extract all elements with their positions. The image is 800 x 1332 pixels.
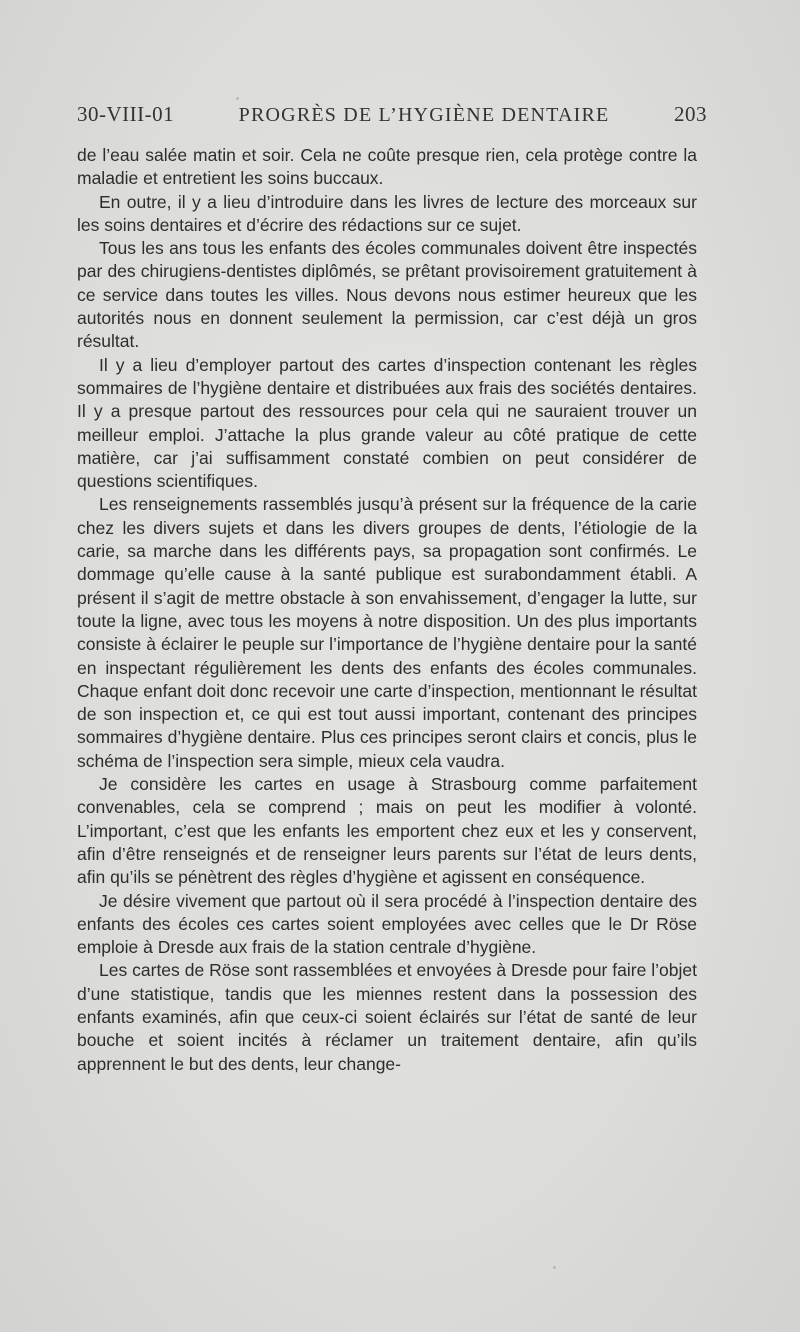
header-title: PROGRÈS DE L’HYGIÈNE DENTAIRE	[238, 104, 610, 126]
paragraph-8: Les cartes de Röse sont rassemblées et envoyées à Dresde pour faire l’objet d’une statistique, tandis que les miennes restent dans la possession des enfants examinés, afin que ceux-ci soient éclairés sur l’état de santé de leur bouche et soient incités à réclamer un traitement dentaire, afin qu’ils apprennent le but des dents, leur change-	[77, 960, 697, 1074]
paper-speck	[236, 97, 239, 100]
paragraph-2: En outre, il y a lieu d’introduire dans les livres de lecture des morceaux sur les soins dentaires et d’écrire des rédactions sur ce sujet.	[77, 191, 697, 235]
page-number: 203	[673, 102, 707, 126]
paragraph-1: de l’eau salée matin et soir. Cela ne coûte presque rien, cela protège contre la maladie et entretient les soins buccaux.	[77, 145, 697, 189]
paper-speck	[553, 1266, 556, 1269]
running-header	[77, 102, 707, 132]
header-date: 30-VIII-01	[77, 102, 175, 126]
paragraph-6: Je considère les cartes en usage à Strasbourg comme parfaitement convenables, cela se comprend ; mais on peut les modifier à volonté. L’important, c’est que les enfants les emportent chez eux et les y conservent, afin d’être renseignés et de renseigner leurs parents sur l’état de leurs dents, afin qu’ils se pénètrent des règles d’hygiène et agissent en conséquence.	[77, 774, 697, 888]
paragraph-4: Il y a lieu d’employer partout des cartes d’inspection contenant les règles sommaires de l’hygiène dentaire et distribuées aux frais des sociétés dentaires. Il y a presque partout des ressources pour cela qui ne sauraient trouver un meilleur emploi. J’attache la plus grande valeur au côté pratique de cette matière, car j’ai suffisamment constaté combien on peut considérer de questions scientifiques.	[77, 354, 697, 492]
paragraph-3: Tous les ans tous les enfants des écoles communales doivent être inspectés par des chirugiens-dentistes diplômés, se prêtant provisoirement gratuitement à ce service dans toutes les villes. Nous devons nous estimer heureux que les autorités nous en donnent seulement la permission, car c’est déjà un gros résultat.	[77, 238, 697, 352]
body-text	[77, 144, 697, 1076]
paragraph-5: Les renseignements rassemblés jusqu’à présent sur la fréquence de la carie chez les divers sujets et dans les divers groupes de dents, l’étiologie de la carie, sa marche dans les différents pays, sa propagation sont confirmés. Le dommage qu’elle cause à la santé publique est surabondamment établi. A présent il s’agit de mettre obstacle à son envahissement, d’engager la lutte, sur toute la ligne, avec tous les moyens à notre disposition. Un des plus importants consiste à éclairer le peuple sur l’importance de l’hygiène dentaire pour la santé en inspectant régulièrement les dents des enfants des écoles communales. Chaque enfant doit donc recevoir une carte d’inspection, mentionnant le résultat de son inspection et, ce qui est tout aussi important, contenant des principes sommaires d’hygiène dentaire. Plus ces principes seront clairs et concis, plus le schéma de l’inspection sera simple, mieux cela vaudra.	[77, 494, 697, 771]
paragraph-7: Je désire vivement que partout où il sera procédé à l’inspection dentaire des enfants des écoles ces cartes soient employées avec celles que le Dr Röse emploie à Dresde aux frais de la station centrale d’hygiène.	[77, 890, 697, 958]
